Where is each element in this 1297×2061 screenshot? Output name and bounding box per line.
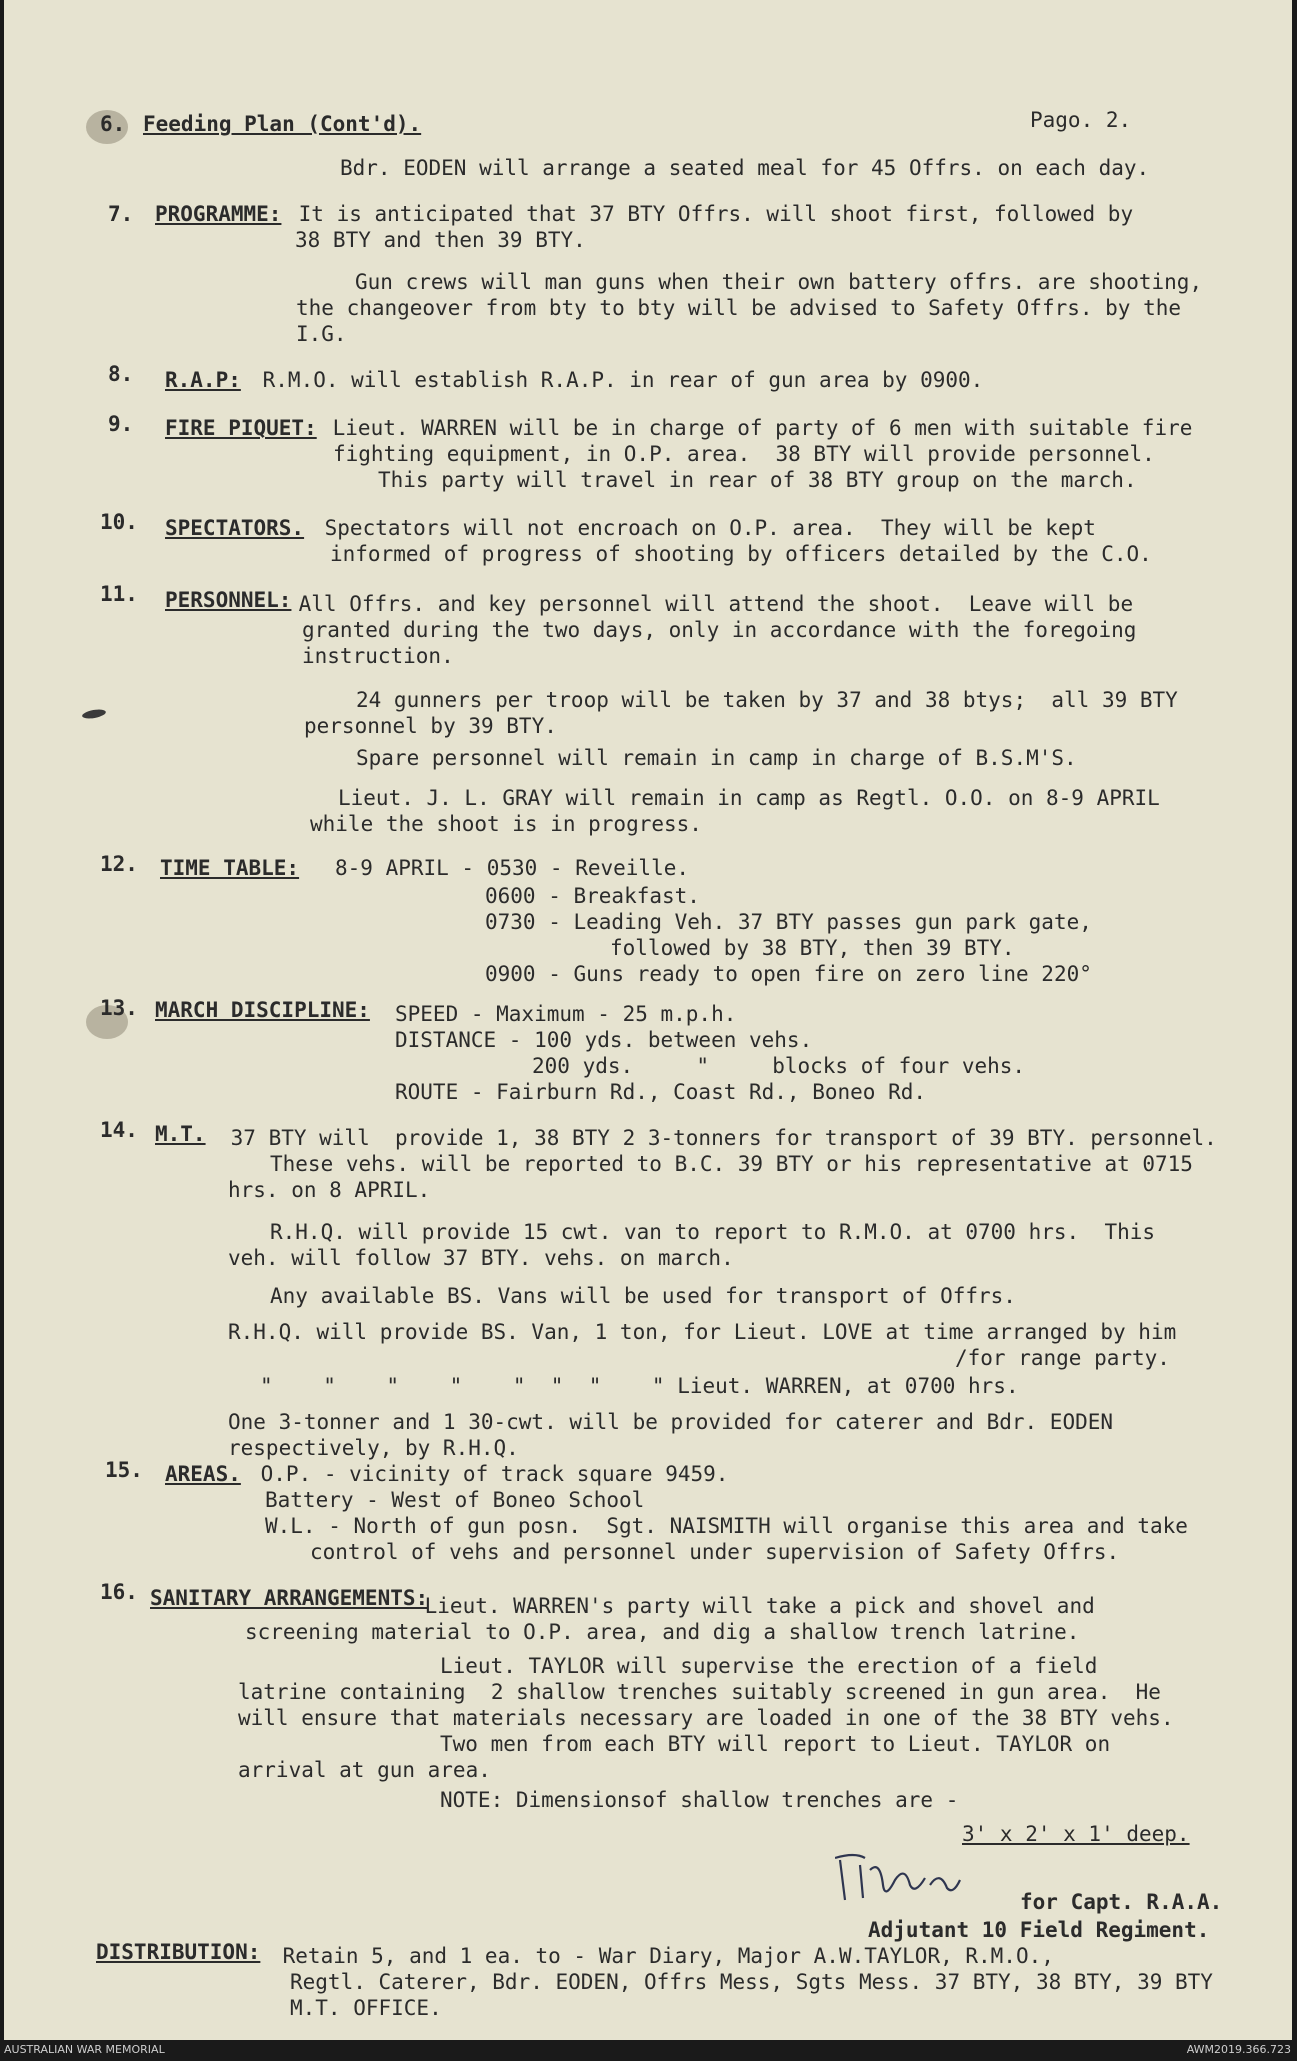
- section-number: 13.: [100, 996, 138, 1020]
- handwritten-signature: [835, 1840, 995, 1910]
- section-number: 12.: [100, 852, 138, 876]
- section-title: AREAS.: [165, 1462, 241, 1486]
- section-text: will ensure that materials necessary are loaded in one of the 38 BTY vehs.: [238, 1706, 1174, 1730]
- section-title: SANITARY ARRANGEMENTS:: [150, 1586, 429, 1610]
- archive-footer: [0, 2040, 1297, 2061]
- section-text: 38 BTY and then 39 BTY.: [295, 228, 586, 252]
- section-text: Lieut. WARREN's party will take a pick and shovel and: [412, 1594, 1095, 1618]
- section-title: SPECTATORS.: [165, 516, 305, 540]
- section-text: instruction.: [302, 644, 454, 668]
- section-text: screening material to O.P. area, and dig a shallow trench latrine.: [245, 1620, 1080, 1644]
- section-number: 10.: [100, 510, 138, 534]
- section-text: Two men from each BTY will report to Lieut. TAYLOR on: [440, 1732, 1111, 1756]
- signature-title: for Capt. R.A.A.: [1020, 1890, 1223, 1914]
- distribution-title: DISTRIBUTION:: [96, 1940, 261, 1964]
- section-title: PERSONNEL:: [165, 588, 292, 612]
- section-text: O.P. - vicinity of track square 9459.: [248, 1462, 729, 1486]
- archive-name: AUSTRALIAN WAR MEMORIAL: [4, 2043, 165, 2056]
- section-text: informed of progress of shooting by officers detailed by the C.O.: [330, 542, 1152, 566]
- section-number: 14.: [100, 1118, 138, 1142]
- section-text: SPEED - Maximum - 25 m.p.h.: [395, 1002, 737, 1026]
- section-text: respectively, by R.H.Q.: [228, 1436, 519, 1460]
- section-text: while the shoot is in progress.: [310, 812, 702, 836]
- timetable-line: 0900 - Guns ready to open fire on zero line 220°: [485, 962, 1092, 986]
- section-text: I.G.: [296, 322, 347, 346]
- timetable-line: 0600 - Breakfast.: [485, 884, 700, 908]
- section-text: veh. will follow 37 BTY. vehs. on march.: [228, 1246, 734, 1270]
- section-text: /for range party.: [955, 1346, 1170, 1370]
- section-text: One 3-tonner and 1 30-cwt. will be provided for caterer and Bdr. EODEN: [228, 1410, 1114, 1434]
- ink-mark: [81, 708, 106, 720]
- section-text: Lieut. WARREN will be in charge of party of 6 men with suitable fire: [320, 416, 1193, 440]
- section-number: 15.: [105, 1458, 143, 1482]
- timetable-line: 0730 - Leading Veh. 37 BTY passes gun park gate,: [485, 910, 1092, 934]
- section-title: PROGRAMME:: [155, 202, 282, 226]
- section-number: 16.: [100, 1580, 138, 1604]
- section-text: Lieut. J. L. GRAY will remain in camp as Regtl. O.O. on 8-9 APRIL: [338, 786, 1160, 810]
- section-title: TIME TABLE:: [160, 856, 300, 880]
- section-text: All Offrs. and key personnel will attend the shoot. Leave will be: [286, 592, 1134, 616]
- section-text: Any available BS. Vans will be used for transport of Offrs.: [270, 1284, 1016, 1308]
- section-text: Gun crews will man guns when their own battery offrs. are shooting,: [355, 270, 1203, 294]
- section-title: FIRE PIQUET:: [165, 416, 317, 440]
- section-text: R.M.O. will establish R.A.P. in rear of gun area by 0900.: [250, 368, 984, 392]
- section-text: Bdr. EODEN will arrange a seated meal for 45 Offrs. on each day.: [340, 156, 1150, 180]
- section-text: 3' x 2' x 1' deep.: [962, 1822, 1190, 1846]
- section-number: 8.: [108, 362, 134, 386]
- timetable-line: 8-9 APRIL - 0530 - Reveille.: [335, 856, 690, 880]
- section-number: 11.: [100, 582, 138, 606]
- section-text: These vehs. will be reported to B.C. 39 BTY or his representative at 0715: [270, 1152, 1193, 1176]
- section-text: Battery - West of Boneo School: [265, 1488, 645, 1512]
- section-text: control of vehs and personnel under supervision of Safety Offrs.: [310, 1540, 1120, 1564]
- archive-reference: AWM2019.366.723: [1186, 2043, 1291, 2056]
- section-number: 9.: [108, 412, 134, 436]
- section-text: granted during the two days, only in accordance with the foregoing: [302, 618, 1137, 642]
- signature-role: Adjutant 10 Field Regiment.: [868, 1918, 1210, 1942]
- section-text: Spare personnel will remain in camp in charge of B.S.M'S.: [356, 746, 1077, 770]
- section-text: W.L. - North of gun posn. Sgt. NAISMITH will organise this area and take: [265, 1514, 1188, 1538]
- section-text: DISTANCE - 100 yds. between vehs.: [395, 1028, 813, 1052]
- section-title: MARCH DISCIPLINE:: [155, 998, 370, 1022]
- section-number: 7.: [108, 202, 134, 226]
- distribution-text: Retain 5, and 1 ea. to - War Diary, Major A.W.TAYLOR, R.M.O.,: [270, 1944, 1054, 1968]
- section-title: R.A.P:: [165, 368, 241, 392]
- section-text: 24 gunners per troop will be taken by 37 and 38 btys; all 39 BTY: [356, 688, 1178, 712]
- section-title: Feeding Plan (Cont'd).: [143, 112, 422, 136]
- section-text: hrs. on 8 APRIL.: [228, 1178, 431, 1202]
- section-text: ROUTE - Fairburn Rd., Coast Rd., Boneo Rd.: [395, 1080, 927, 1104]
- timetable-line: followed by 38 BTY, then 39 BTY.: [610, 936, 1015, 960]
- section-text: It is anticipated that 37 BTY Offrs. will shoot first, followed by: [286, 202, 1134, 226]
- section-text: NOTE: Dimensionsof shallow trenches are -: [440, 1788, 959, 1812]
- section-text: personnel by 39 BTY.: [304, 714, 557, 738]
- section-text: 200 yds. " blocks of four vehs.: [532, 1054, 1026, 1078]
- section-text: latrine containing 2 shallow trenches suitably screened in gun area. He: [238, 1680, 1161, 1704]
- section-text: the changeover from bty to bty will be advised to Safety Offrs. by the: [296, 296, 1182, 320]
- section-text: arrival at gun area.: [238, 1758, 491, 1782]
- section-text: Lieut. TAYLOR will supervise the erection of a field: [440, 1654, 1098, 1678]
- section-text: This party will travel in rear of 38 BTY group on the march.: [378, 468, 1137, 492]
- section-text: Spectators will not encroach on O.P. area. They will be kept: [312, 516, 1096, 540]
- page-number: Pago. 2.: [1030, 108, 1132, 132]
- section-text: fighting equipment, in O.P. area. 38 BTY will provide personnel.: [333, 442, 1155, 466]
- section-number: 6.: [100, 112, 126, 136]
- section-text: R.H.Q. will provide 15 cwt. van to report to R.M.O. at 0700 hrs. This: [270, 1220, 1156, 1244]
- distribution-text: M.T. OFFICE.: [290, 1996, 442, 2020]
- section-title: M.T.: [155, 1122, 206, 1146]
- section-text: 37 BTY will provide 1, 38 BTY 2 3-tonners for transport of 39 BTY. personnel.: [218, 1126, 1217, 1150]
- section-text: " " " " " " " " Lieut. WARREN, at 0700 hrs.: [260, 1374, 1019, 1398]
- distribution-text: Regtl. Caterer, Bdr. EODEN, Offrs Mess, Sgts Mess. 37 BTY, 38 BTY, 39 BTY: [290, 1970, 1213, 1994]
- section-text: R.H.Q. will provide BS. Van, 1 ton, for Lieut. LOVE at time arranged by him: [228, 1320, 1177, 1344]
